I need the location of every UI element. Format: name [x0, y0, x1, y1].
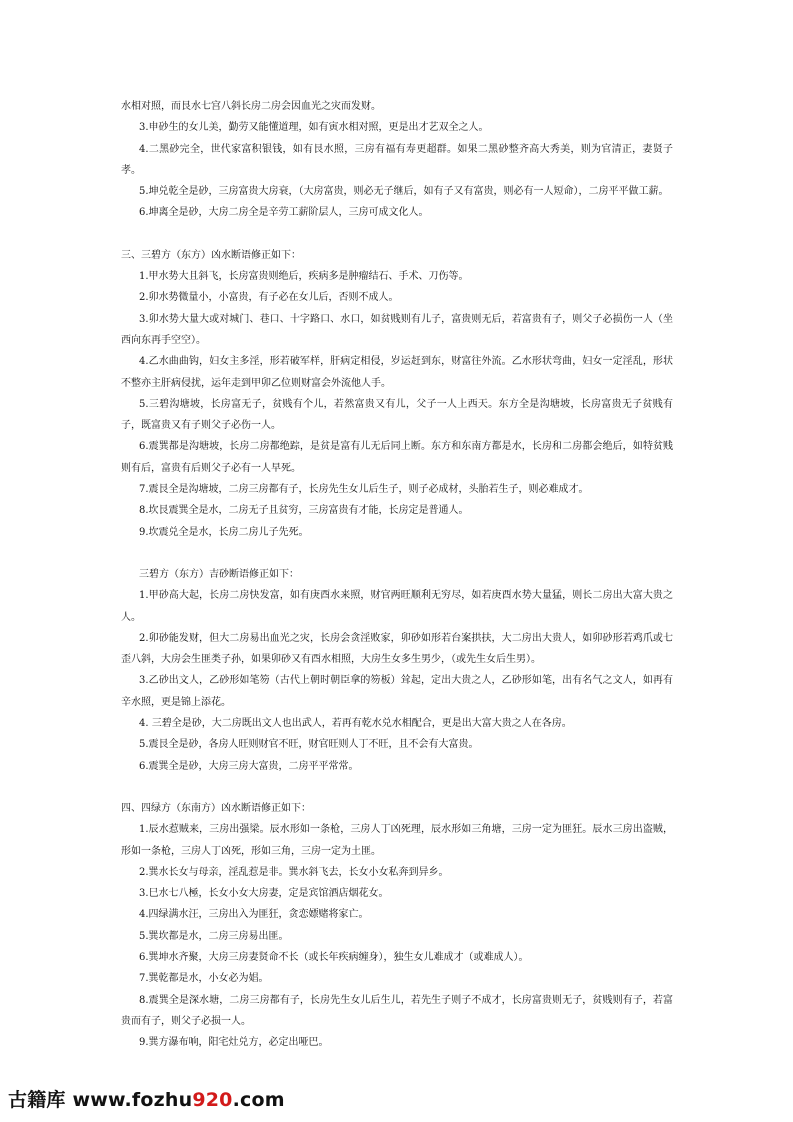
site-url: www.fozhu920.com: [72, 1089, 285, 1111]
list-item: 1.甲水势大且斜飞，长房富贵则绝后，疾病多是肿瘤结石、手术、刀伤等。: [139, 271, 469, 283]
paragraph-continuation: 水相对照，而艮水七宫八斜长房二房会因血光之灾而发财。: [121, 101, 381, 112]
list-item: 8.坎艮震巽全是水，二房无子且贫穷，三房富贵有才能，长房定是普通人。: [139, 505, 469, 517]
list-item: 6.震巽都是沟塘坡，长房二房都绝踪，是贫是富有儿无后同上断。东方和东南方都是水，长房和二房都会绝后，如特贫贱则有后，富贵有后则父子必有一人早死。: [121, 441, 673, 474]
list-item: 3.申砂生的女儿美，勤劳又能懂道理，如有寅水相对照，更是出才艺双全之人。: [139, 122, 489, 134]
list-item: 4. 三碧全是砂，大二房既出文人也出武人，若再有乾水兑水相配合，更是出大富大贵之人在各房。: [139, 718, 572, 730]
site-watermark: [8, 1085, 285, 1112]
list-item: 5.三碧沟塘坡，长房富无子，贫贱有个儿，若然富贵又有儿，父子一人上西天。东方全是沟塘坡，长房富贵无子贫贱有子，既富贵又有子则父子必伤一人。: [121, 398, 673, 432]
list-item: 3.乙砂出文人，乙砂形如笔笏（古代上朝时朝臣拿的笏板）耸起，定出大贵之人，乙砂形如笔，出有名气之文人，如再有辛水照，更是锦上添花。: [121, 675, 673, 708]
list-item: 9.巽方瀑布响，阳宅灶兑方，必定出哑巴。: [139, 1037, 329, 1049]
list-item: 7.巽乾都是水，小女必为娼。: [139, 973, 269, 985]
list-item: 8.震巽全是深水塘，二房三房都有子，长房先生女儿后生儿，若先生子则子不成才，长房富贵则无子，贫贱则有子，若富贵而有子，则父子必损一人。: [121, 994, 673, 1027]
site-name: 古籍库: [8, 1089, 66, 1111]
list-item: 3.卯水势大量大或对城门、巷口、十字路口、水口，如贫贱则有儿子，富贵则无后，若富贵有子，则父子必损伤一人（坐西向东再手空空）。: [121, 313, 673, 346]
section-heading-southeast-water: 四、四绿方（东南方）凶水断语修正如下：: [121, 802, 311, 814]
list-item: 4.二黑砂完全，世代家富积银钱，如有艮水照，三房有福有寿更超群。如果二黑砂整齐高大秀美，则为官清正，妻贤子孝。: [121, 143, 673, 176]
list-item: 4.乙水曲曲钩，妇女主多淫，形若破军样，肝病定相侵，岁运赶到东，财富往外流。乙水形状弯曲，妇女一定淫乱，形状不整亦主肝病侵扰，运年走到甲卯乙位则财富会外流他人手。: [121, 356, 673, 389]
list-item: 5.坤兑乾全是砂，三房富贵大房衰，（大房富贵，则必无子继后，如有子又有富贵，则必有一人短命），二房平平做工薪。: [139, 186, 669, 198]
list-item: 3.巳水七八極，长女小女大房妻，定是宾馆酒店烟花女。: [139, 888, 389, 900]
list-item: 5.巽坎都是水，二房三房易出匪。: [139, 930, 289, 942]
list-item: 5.震艮全是砂，各房人旺则财官不旺，财官旺则人丁不旺，且不会有大富贵。: [139, 739, 479, 751]
section-heading-east-water: 三、三碧方（东方）凶水断语修正如下：: [121, 249, 301, 261]
list-item: 1.辰水惹贼来，三房出强梁。辰水形如一条枪，三房人丁凶死理，辰水形如三角塘，三房一定为匪狂。辰水三房出盗贼，形如一条枪，三房人丁凶死，形如三角，三房一定为土匪。: [121, 824, 673, 857]
list-item: 4.四绿满水汪，三房出入为匪狂，贪恋嫖赌将家亡。: [139, 909, 369, 921]
list-item: 7.震艮全是沟塘坡，二房三房都有子，长房先生女儿后生子，则子必成材，头胎若生子，则必难成才。: [139, 484, 589, 496]
document-body: [121, 96, 673, 1053]
list-item: 6.巽坤水齐聚，大房三房妻贤命不长（或长年疾病缠身），独生女儿难成才（或难成人）。: [139, 951, 529, 963]
list-item: 6.震巽全是砂，大房三房大富贵，二房平平常常。: [139, 760, 359, 772]
list-item: 2.卯水势微量小，小富贵，有子必在女儿后，否则不成人。: [139, 292, 399, 304]
section-heading-east-sand: 三碧方（东方）吉砂断语修正如下：: [139, 568, 299, 580]
list-item: 2.卯砂能发财，但大二房易出血光之灾，长房会贪淫败家，卯砂如形若台案拱扶，大二房出大贵人，如卯砂形若鸡爪或七歪八斜，大房会生匪类子孙，如果卯砂又有酉水相照，大房生女多生男少，（或先生女后生男）。: [121, 632, 673, 666]
list-item: 9.坎震兑全是水，长房二房儿子先死。: [139, 526, 309, 538]
list-item: 1.甲砂高大起，长房二房快发富，如有庚酉水来照，财官两旺顺利无穷尽，如若庚酉水势大量猛，则长二房出大富大贵之人。: [121, 590, 673, 623]
list-item: 2.巽水长女与母亲，淫乱惹是非。巽水斜飞去，长女小女私奔到异乡。: [139, 866, 449, 878]
list-item: 6.坤离全是砂，大房二房全是辛劳工薪阶层人，三房可成文化人。: [139, 207, 429, 219]
